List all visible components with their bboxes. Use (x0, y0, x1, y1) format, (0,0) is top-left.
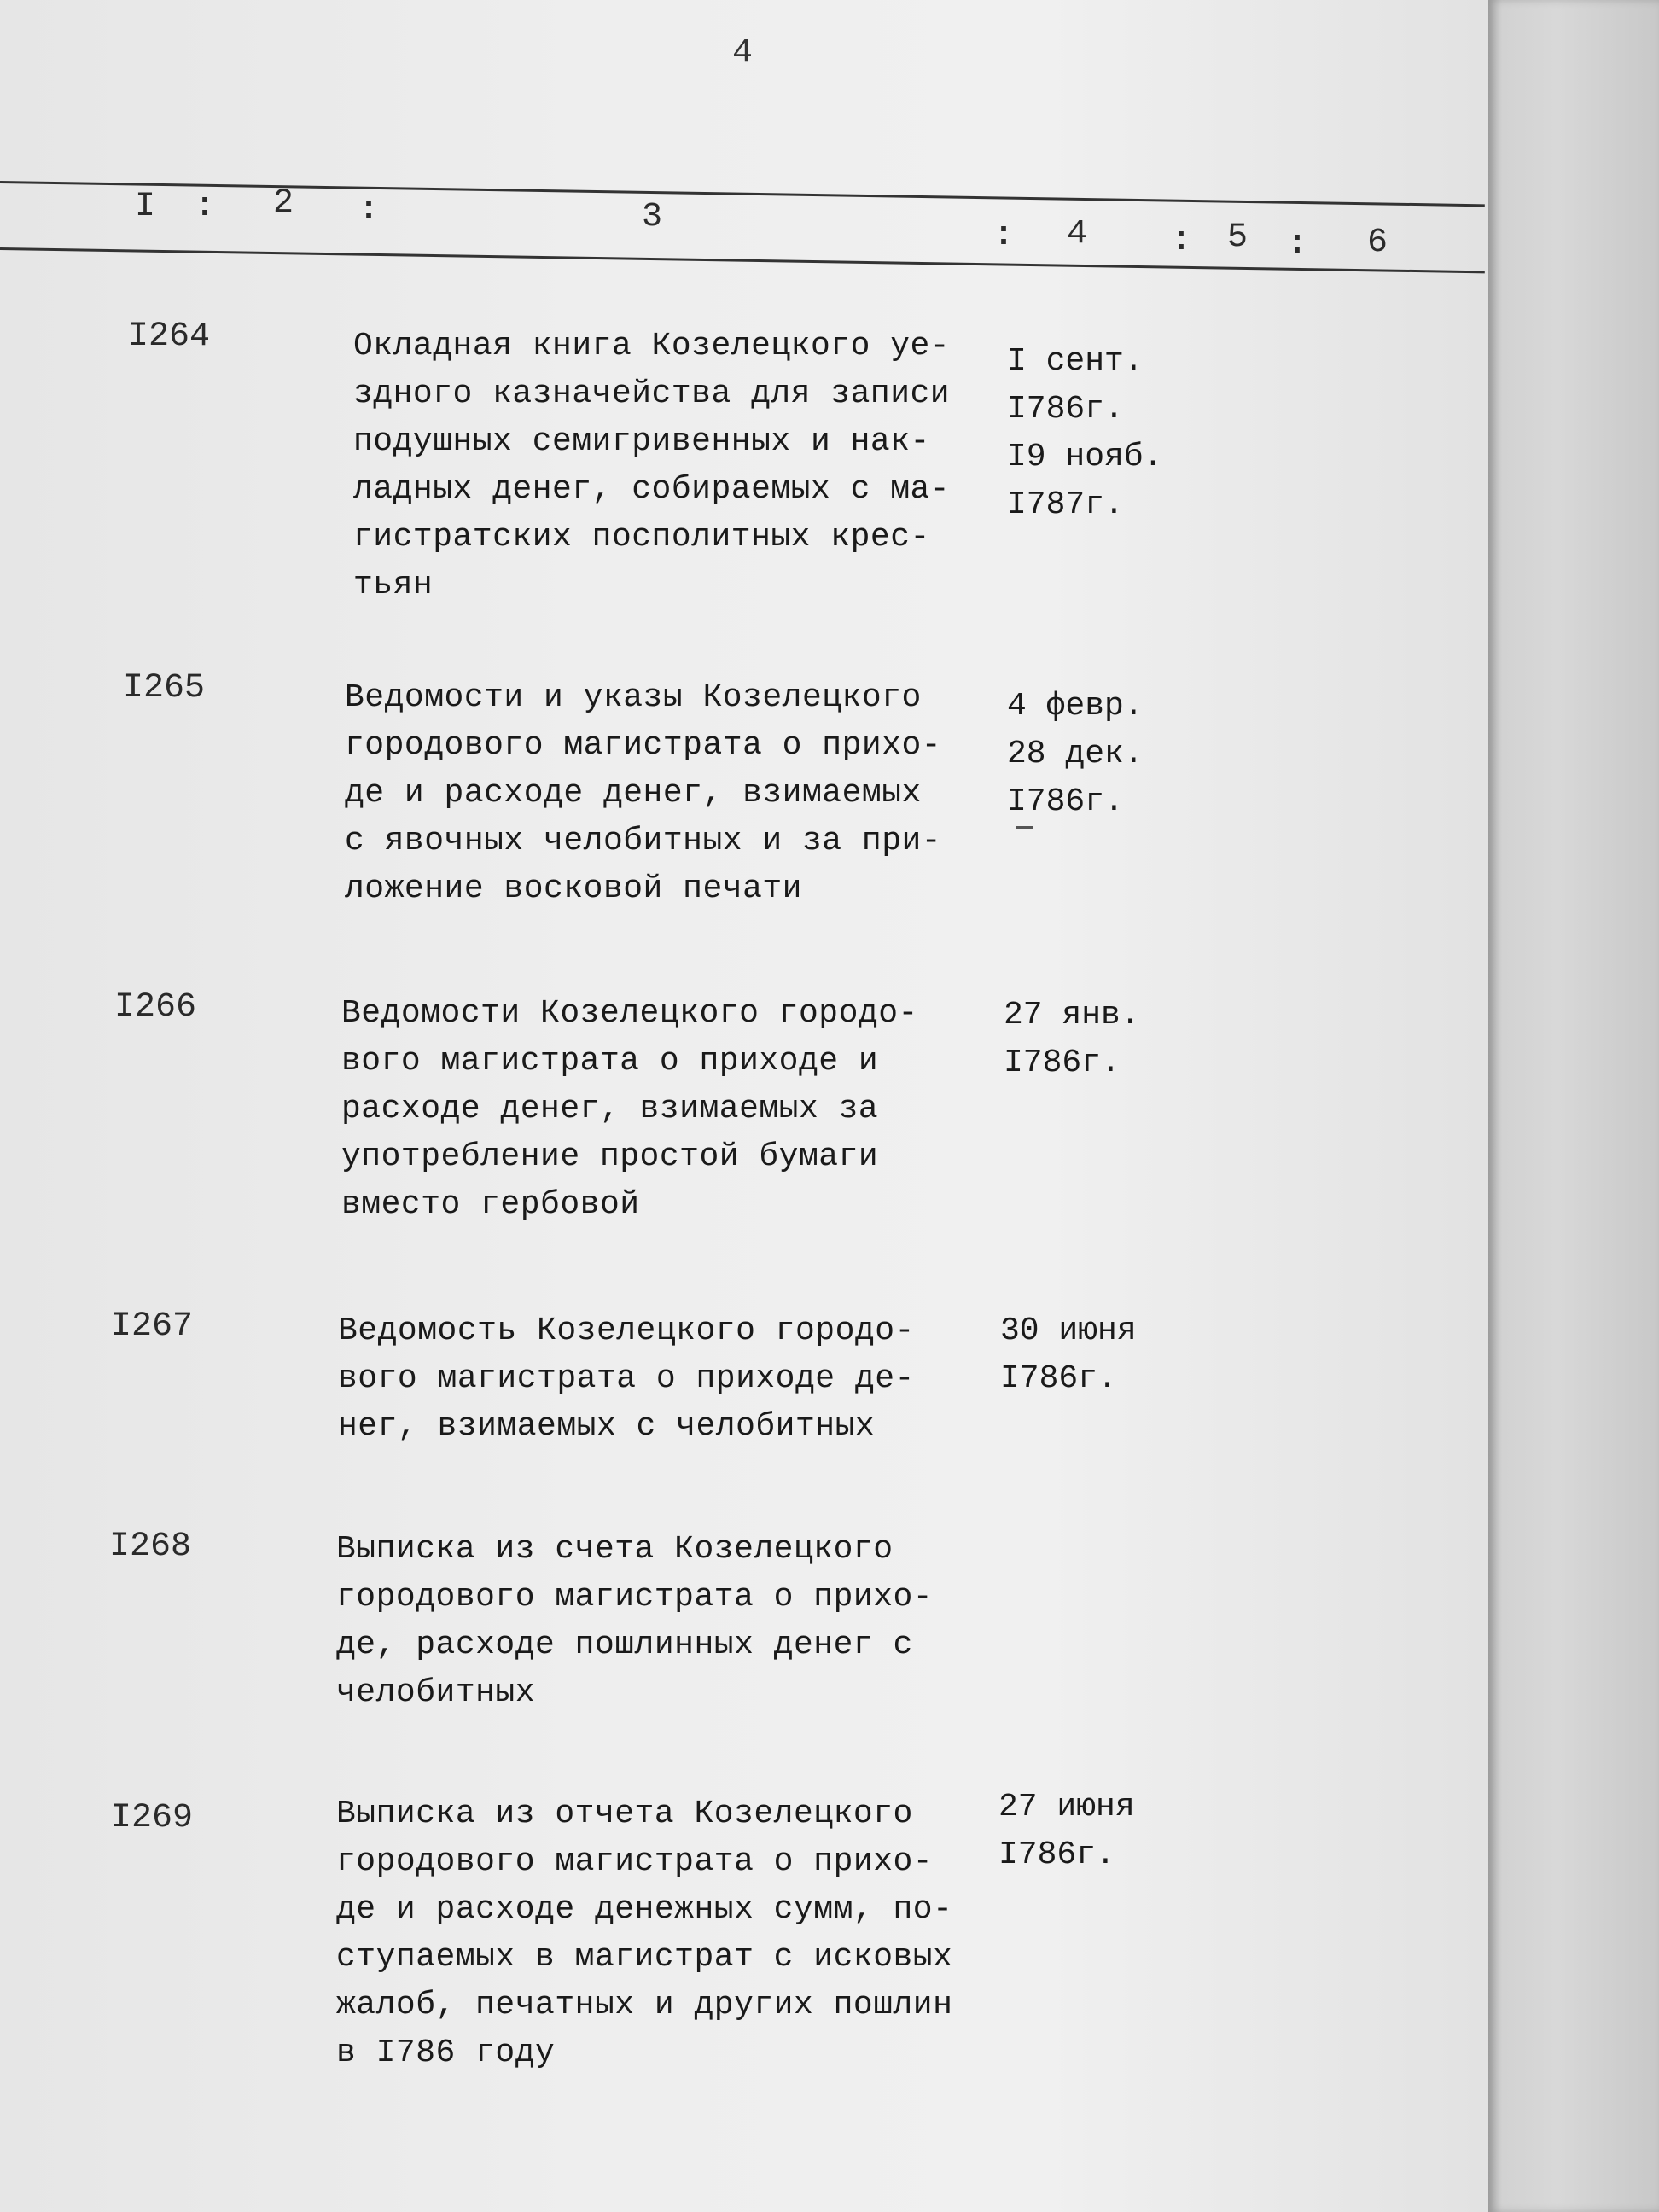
entry-line: нег, взимаемых с челобитных (338, 1408, 876, 1445)
entry-number: I267 (111, 1307, 194, 1346)
entry-date-line: 27 июня (998, 1789, 1135, 1825)
entry-line: здного казначейства для записи (353, 375, 951, 412)
entry-line: Ведомости Козелецкого городо- (341, 995, 918, 1032)
entry-line: в I786 году (336, 2034, 556, 2071)
column-header-3: 3 (642, 198, 663, 236)
entry-description (353, 323, 950, 609)
entry-date-line: I786г. (1004, 1045, 1121, 1081)
entry-dates (1007, 683, 1144, 826)
entry-line: с явочных челобитных и за при- (345, 823, 942, 859)
entry-line: ступаемых в магистрат с исковых (336, 1939, 953, 1976)
entry-line: городового магистрата о прихо- (336, 1843, 934, 1880)
entry-line: жалоб, печатных и других пошлин (336, 1987, 953, 2023)
entry-line: де и расходе денежных сумм, по- (336, 1891, 953, 1928)
entry-dates (998, 1784, 1135, 1879)
entry-date-line: I786г. (1000, 1360, 1117, 1397)
entry-number: I268 (109, 1528, 192, 1566)
column-separator: : (993, 217, 1015, 255)
entry-line: ладных денег, собираемых с ма- (353, 471, 951, 508)
entry-number: I269 (111, 1799, 194, 1837)
entry-line: Ведомость Козелецкого городо- (338, 1313, 915, 1349)
column-header-5: 5 (1227, 218, 1249, 257)
entry-description (336, 1790, 952, 2077)
column-separator: : (1171, 222, 1192, 260)
entry-date-line: I сент. (1007, 343, 1144, 380)
entry-line: челобитных (336, 1674, 536, 1711)
entry-line: городового магистрата о прихо- (345, 727, 942, 764)
entry-line: вого магистрата о приходе де- (338, 1360, 915, 1397)
entry-line: вого магистрата о приходе и (341, 1043, 879, 1080)
entry-line: Окладная книга Козелецкого уе- (353, 328, 951, 364)
entry-date-line: I787г. (1007, 486, 1124, 523)
page-number: 4 (732, 34, 754, 73)
entry-date-line: I786г. (998, 1837, 1115, 1873)
entry-line: Выписка из отчета Козелецкого (336, 1796, 913, 1832)
entry-line: гистратских посполитных крес- (353, 519, 930, 556)
entry-description (338, 1307, 915, 1451)
entry-description (336, 1526, 933, 1717)
entry-line: вместо гербовой (341, 1186, 640, 1223)
entry-line: Ведомости и указы Козелецкого (345, 679, 922, 716)
column-header-4: 4 (1067, 215, 1088, 253)
entry-line: де и расходе денег, взимаемых (345, 775, 922, 812)
column-separator: : (1287, 225, 1308, 264)
entry-number: I265 (123, 669, 206, 707)
pencil-dash-mark (1016, 826, 1033, 829)
column-separator: : (195, 188, 216, 226)
entry-date-line: 30 июня (1000, 1313, 1137, 1349)
entry-line: Выписка из счета Козелецкого (336, 1531, 894, 1568)
column-header-1: I (135, 188, 156, 226)
entry-date-line: 27 янв. (1004, 997, 1140, 1033)
entry-line: ложение восковой печати (345, 870, 802, 907)
column-header-6: 6 (1367, 224, 1388, 262)
entry-description (345, 674, 941, 913)
entry-date-line: I786г. (1007, 391, 1124, 428)
header-rule-bottom (0, 247, 1485, 273)
entry-line: употребление простой бумаги (341, 1138, 879, 1175)
entry-line: подушных семигривенных и нак- (353, 423, 930, 460)
entry-date-line: I786г. (1007, 783, 1124, 820)
entry-description (341, 990, 918, 1229)
adjacent-page-edge (1488, 0, 1659, 2212)
entry-date-line: 28 дек. (1007, 736, 1144, 772)
header-rule-top (0, 181, 1485, 207)
entry-line: расходе денег, взимаемых за (341, 1091, 879, 1127)
column-separator: : (358, 191, 380, 230)
entry-dates (1004, 992, 1140, 1087)
column-header-2: 2 (273, 184, 294, 223)
entry-dates (1000, 1307, 1137, 1403)
entry-date-line: 4 февр. (1007, 688, 1144, 725)
entry-line: городового магистрата о прихо- (336, 1579, 934, 1615)
entry-line: де, расходе пошлинных денег с (336, 1627, 913, 1663)
entry-number: I266 (114, 988, 197, 1027)
entry-dates (1007, 338, 1162, 529)
entry-number: I264 (128, 317, 211, 356)
entry-date-line: I9 нояб. (1007, 439, 1163, 475)
entry-line: тьян (353, 567, 434, 603)
